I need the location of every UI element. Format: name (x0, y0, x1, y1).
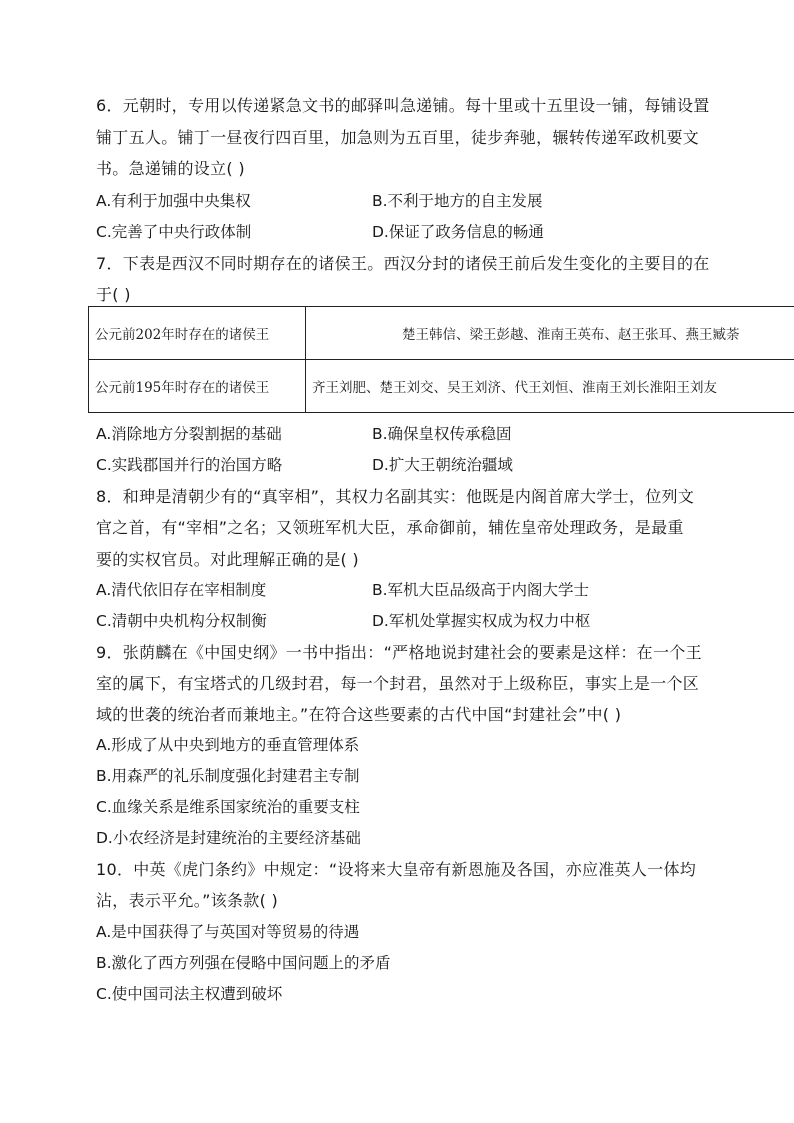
question-6-option-c[interactable]: C.完善了中央行政体制 (96, 223, 252, 241)
question-6-option-b[interactable]: B.不利于地方的自主发展 (372, 192, 543, 210)
question-10-stem-line-2: 沾，表示平允。”该条款( ) (96, 891, 279, 910)
vassal-kings-table (88, 306, 794, 413)
question-10-option-c[interactable]: C.使中国司法主权遭到破坏 (96, 985, 283, 1003)
question-9-option-b[interactable]: B.用森严的礼乐制度强化封建君主专制 (96, 767, 360, 785)
table-row (89, 307, 794, 360)
question-9-option-d[interactable]: D.小农经济是封建统治的主要经济基础 (96, 829, 361, 847)
question-7-option-a[interactable]: A.消除地方分裂割据的基础 (96, 425, 282, 443)
question-10-option-b[interactable]: B.激化了西方列强在侵略中国问题上的矛盾 (96, 954, 391, 972)
question-10-stem-line-1: 10．中英《虎门条约》中规定：“设将来大皇帝有新恩施及各国，亦应准英人一体均 (96, 860, 697, 879)
question-8-option-d[interactable]: D.军机处掌握实权成为权力中枢 (372, 612, 591, 630)
table-row (89, 360, 794, 413)
question-6-stem-line-2: 铺丁五人。铺丁一昼夜行四百里，加急则为五百里，徒步奔驰，辗转传递军政机要文 (96, 128, 700, 147)
question-8-option-a[interactable]: A.清代依旧存在宰相制度 (96, 581, 267, 599)
question-7-option-b[interactable]: B.确保皇权传承稳固 (372, 425, 512, 443)
question-9-stem-line-3: 域的世袭的统治者而兼地主。”在符合这些要素的古代中国“封建社会”中( ) (96, 705, 622, 724)
question-7-option-d[interactable]: D.扩大王朝统治疆域 (372, 456, 513, 474)
question-8-stem-line-1: 8．和珅是清朝少有的“真宰相”，其权力名副其实：他既是内阁首席大学士，位列文 (96, 487, 695, 506)
table-row-value: 楚王韩信、梁王彭越、淮南王英布、赵王张耳、燕王臧荼 (306, 307, 794, 360)
table-row-value: 齐王刘肥、楚王刘交、吴王刘济、代王刘恒、淮南王刘长淮阳王刘友 (306, 360, 794, 413)
question-6-option-a[interactable]: A.有利于加强中央集权 (96, 192, 251, 210)
question-7-stem-line-1: 7．下表是西汉不同时期存在的诸侯王。西汉分封的诸侯王前后发生变化的主要目的在 (96, 254, 710, 273)
question-9-option-c[interactable]: C.血缘关系是维系国家统治的重要支柱 (96, 798, 360, 816)
question-9-option-a[interactable]: A.形成了从中央到地方的垂直管理体系 (96, 736, 360, 754)
question-8-option-b[interactable]: B.军机大臣品级高于内阁大学士 (372, 581, 590, 599)
question-6-stem-line-1: 6．元朝时，专用以传递紧急文书的邮驿叫急递铺。每十里或十五里设一铺，每铺设置 (96, 96, 710, 115)
question-7-option-c[interactable]: C.实践郡国并行的治国方略 (96, 456, 283, 474)
question-8-stem-line-2: 官之首，有“宰相”之名；又领班军机大臣，承命御前，辅佐皇帝处理政务，是最重 (96, 518, 684, 537)
question-9-stem-line-1: 9．张荫麟在《中国史纲》一书中指出：“严格地说封建社会的要素是这样：在一个王 (96, 643, 702, 662)
question-10-option-a[interactable]: A.是中国获得了与英国对等贸易的待遇 (96, 923, 360, 941)
question-8-stem-line-3: 要的实权官员。对此理解正确的是( ) (96, 550, 359, 569)
table-row-label: 公元前202年时存在的诸侯王 (89, 307, 306, 360)
question-9-stem-line-2: 室的属下，有宝塔式的几级封君，每一个封君，虽然对于上级称臣，事实上是一个区 (96, 674, 700, 693)
question-8-option-c[interactable]: C.清朝中央机构分权制衡 (96, 612, 267, 630)
question-7-stem-line-2: 于( ) (96, 285, 131, 304)
question-6-stem-line-3: 书。急递铺的设立( ) (96, 159, 245, 178)
table-row-label: 公元前195年时存在的诸侯王 (89, 360, 306, 413)
question-6-option-d[interactable]: D.保证了政务信息的畅通 (372, 223, 544, 241)
